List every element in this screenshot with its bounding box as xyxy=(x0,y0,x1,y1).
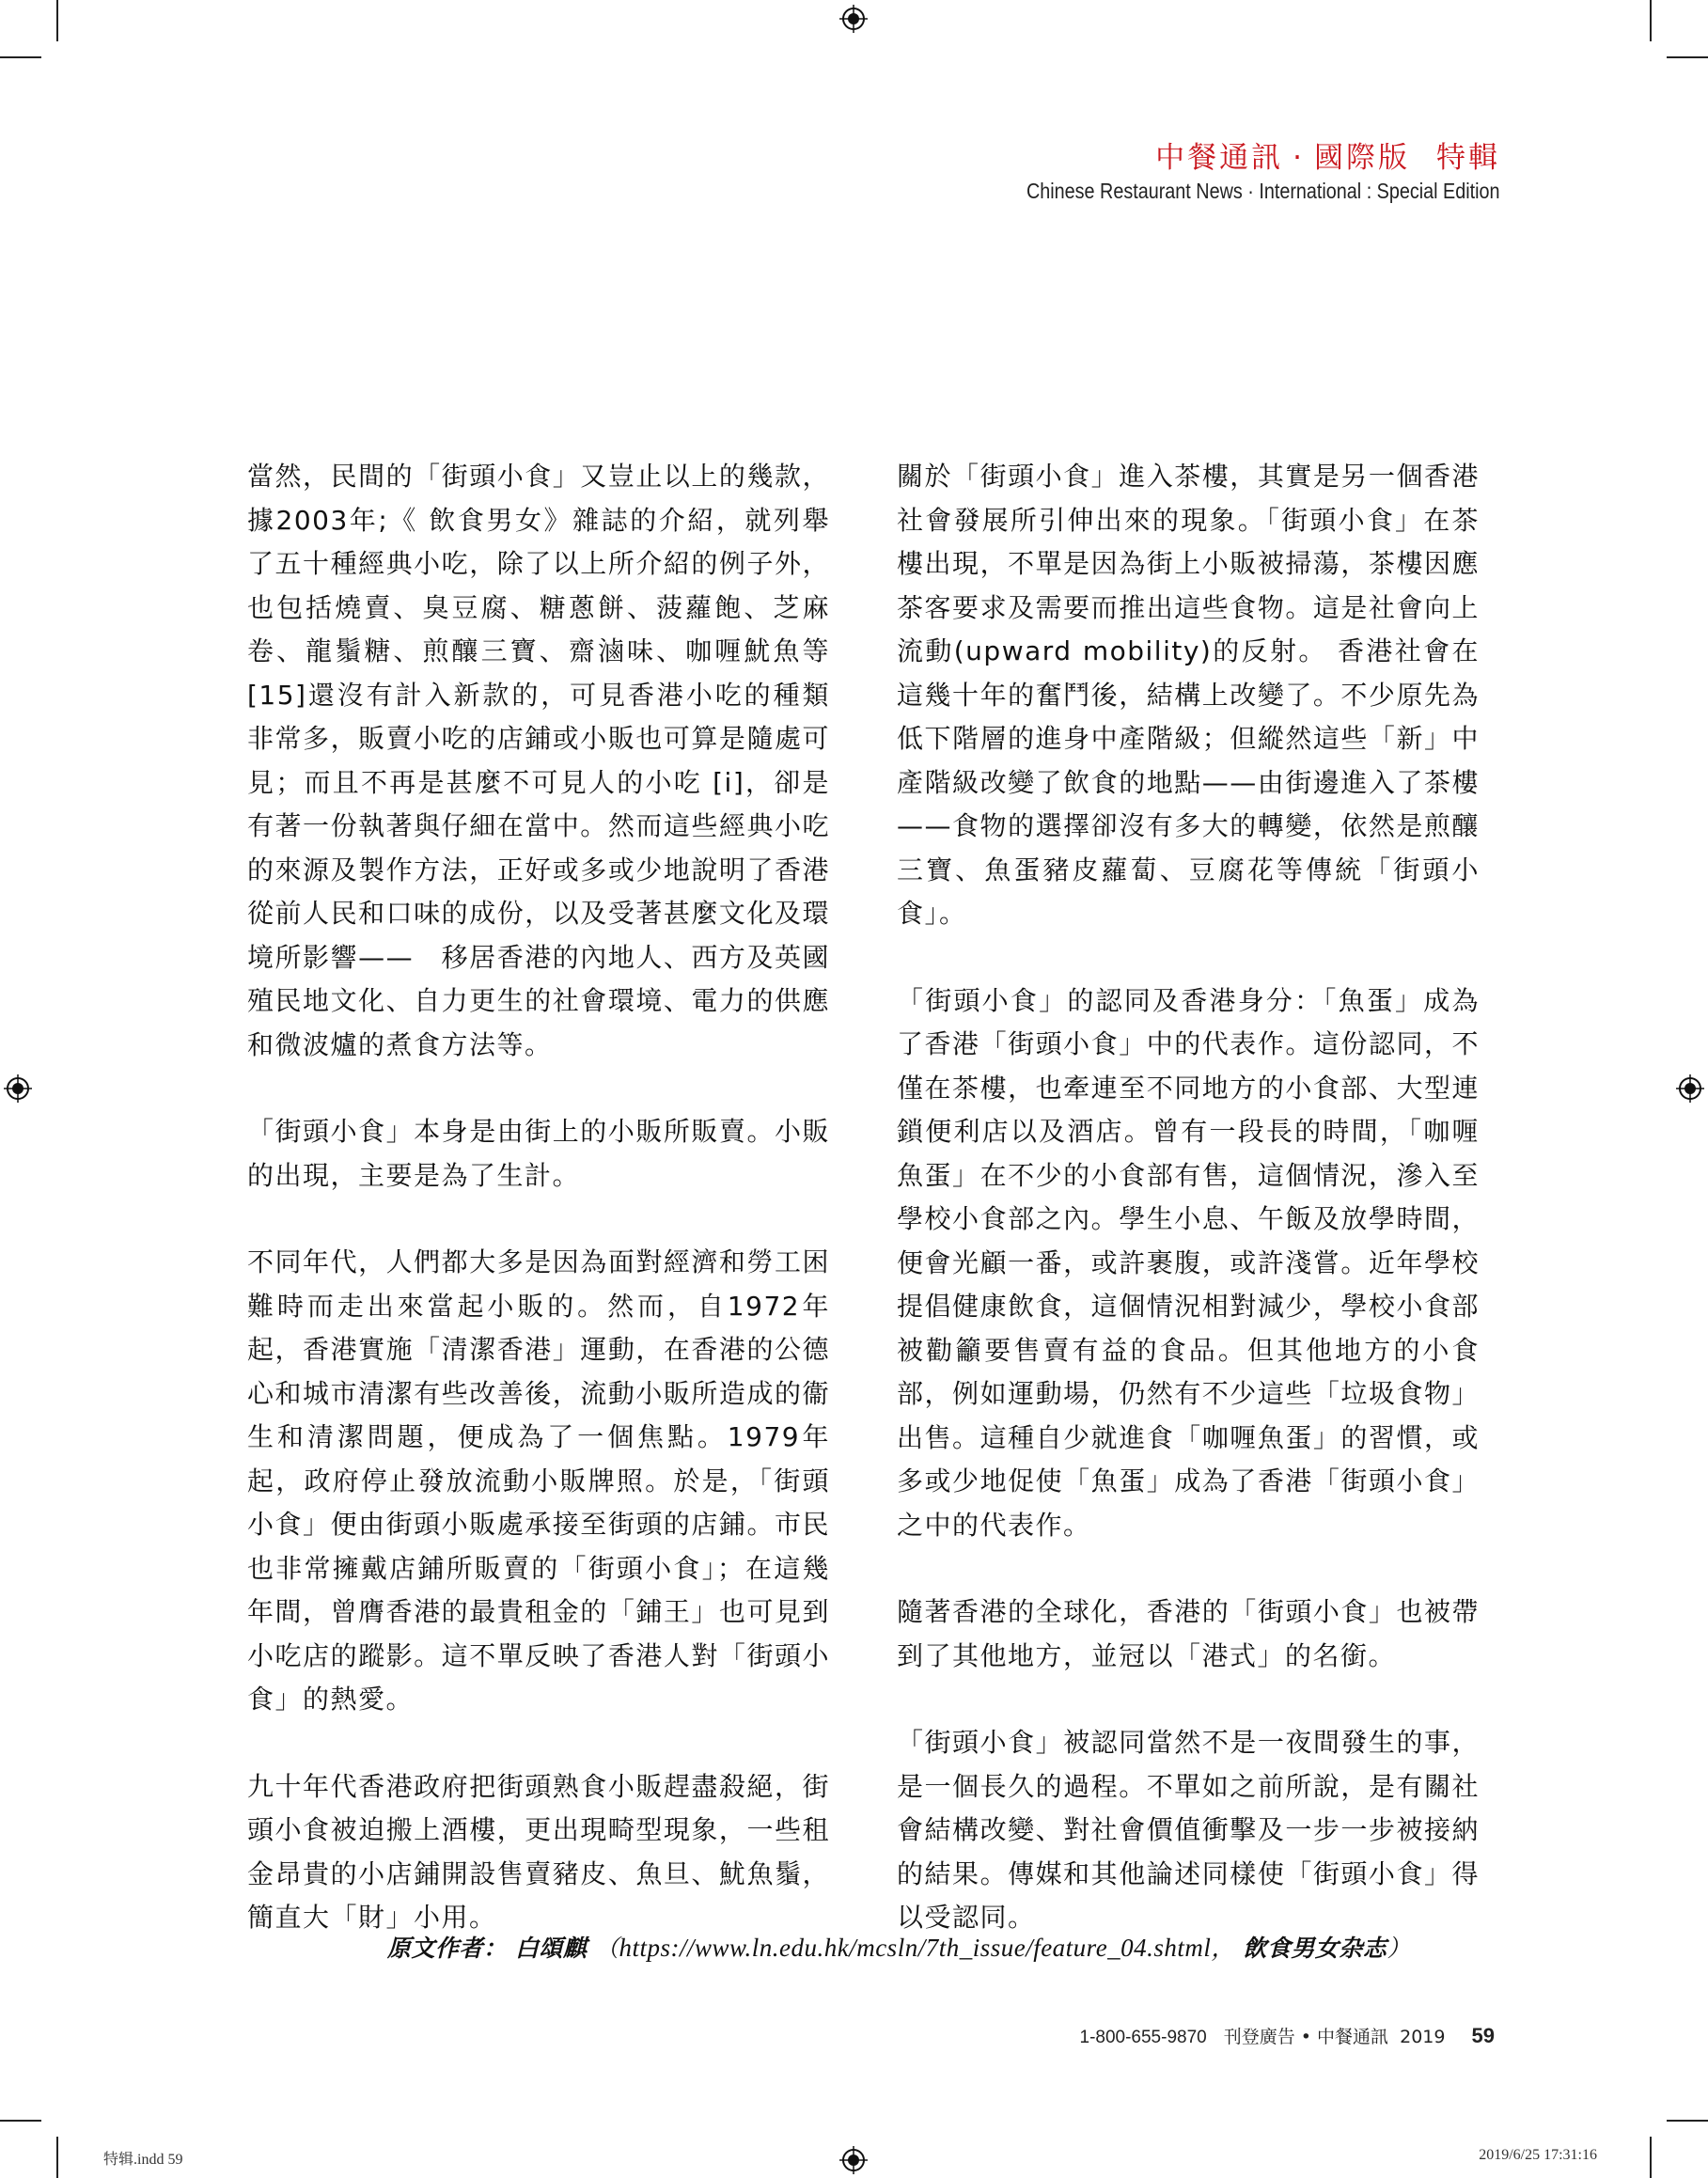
paragraph: 隨著香港的全球化，香港的「街頭小食」也被帶到了其他地方，並冠以「港式」的名銜。 xyxy=(897,1596,1480,1671)
special-edition-label: 特輯 xyxy=(1436,141,1500,175)
registration-mark-icon xyxy=(4,1074,32,1103)
source-close-paren: ） xyxy=(1387,1935,1411,1962)
right-column xyxy=(897,455,1480,1983)
source-publication: 飲食男女杂志 xyxy=(1243,1935,1387,1962)
crop-mark xyxy=(56,0,58,41)
footer-phone: 1-800-655-9870 xyxy=(1079,2028,1207,2047)
crop-mark xyxy=(1650,0,1652,41)
paragraph: 關於「街頭小食」進入茶樓，其實是另一個香港社會發展所引伸出來的現象。「街頭小食」在茶樓出現，不單是因為街上小販被掃蕩，茶樓因應茶客要求及需要而推出這些食物。這是社會向上流動(upward mobility)的反射。 香港社會在這幾十年的奮鬥後，結構上改變了。不少原先為低下階層的進身中產階級；但縱然這些「新」中產階級改變了飲食的地點——由街邊進入了茶樓——食物的選擇卻沒有多大的轉變，依然是煎釀三寶、魚蛋豬皮蘿蔔、豆腐花等傳統「街頭小食」。 xyxy=(897,461,1480,929)
registration-mark-icon xyxy=(839,5,868,33)
source-label: 原文作者： xyxy=(387,1935,508,1962)
left-column xyxy=(247,455,830,1983)
page-number: 59 xyxy=(1471,2024,1495,2047)
slug-timestamp: 2019/6/25 17:31:16 xyxy=(1479,2147,1597,2163)
footer-ad-text: 刊登廣告 • 中餐通訊 xyxy=(1223,2027,1389,2047)
paragraph: 不同年代，人們都大多是因為面對經濟和勞工困難時而走出來當起小販的。然而，自1972年起，香港實施「清潔香港」運動，在香港的公德心和城市清潔有些改善後，流動小販所造成的衞生和清潔問題，便成為了一個焦點。1979年起，政府停止發放流動小販牌照。於是，「街頭小食」便由街頭小販處承接至街頭的店鋪。市民也非常擁戴店鋪所販賣的「街頭小食」；在這幾年間，曾膺香港的最貴租金的「鋪王」也可見到小吃店的蹤影。這不單反映了香港人對「街頭小食」的熱愛。 xyxy=(247,1246,830,1715)
page-footer xyxy=(1080,2023,1496,2048)
crop-mark xyxy=(0,56,41,58)
crop-mark xyxy=(1667,56,1708,58)
crop-mark xyxy=(1650,2137,1652,2178)
paragraph: 九十年代香港政府把街頭熟食小販趕盡殺絕，街頭小食被迫搬上酒樓，更出現畸型現象，一些租金昂貴的小店鋪開設售賣豬皮、魚旦、魷魚鬚，簡直大「財」小用。 xyxy=(247,1770,830,1933)
source-comma: ， xyxy=(1211,1935,1235,1962)
registration-mark-icon xyxy=(839,2146,868,2174)
crop-mark xyxy=(0,2120,41,2122)
paragraph: 「街頭小食」被認同當然不是一夜間發生的事，是一個長久的過程。不單如之前所說，是有關社會結構改變、對社會價值衝擊及一步一步被接納的結果。傳媒和其他論述同樣使「街頭小食」得以受認同。 xyxy=(897,1727,1480,1933)
publication-name: 中餐通訊 xyxy=(1155,141,1284,175)
crop-mark xyxy=(56,2137,58,2178)
source-open-paren: （ xyxy=(594,1935,619,1962)
running-header xyxy=(949,139,1500,205)
slug-file-name: 特辑.indd 59 xyxy=(103,2152,183,2168)
registration-mark-icon xyxy=(1676,1074,1704,1103)
crop-mark xyxy=(1667,2120,1708,2122)
source-credit xyxy=(387,1930,1411,1964)
header-chinese-title xyxy=(949,139,1500,177)
edition-name: 國際版 xyxy=(1314,141,1410,175)
header-english-title: Chinese Restaurant News · International : Special Edition xyxy=(1026,179,1500,203)
paragraph: 「街頭小食」的認同及香港身分：「魚蛋」成為了香港「街頭小食」中的代表作。這份認同，不僅在茶樓，也牽連至不同地方的小食部、大型連鎖便利店以及酒店。曾有一段長的時間，「咖喱魚蛋」在不少的小食部有售，這個情況，滲入至學校小食部之內。學生小息、午飯及放學時間，便會光顧一番，或許裹腹，或許淺嘗。近年學校提倡健康飲食，這個情況相對減少，學校小食部被勸籲要售賣有益的食品。但其他地方的小食部，例如運動場，仍然有不少這些「垃圾食物」出售。這種自少就進食「咖喱魚蛋」的習慣，或多或少地促使「魚蛋」成為了香港「街頭小食」之中的代表作。 xyxy=(897,984,1480,1541)
header-separator: · xyxy=(1293,141,1305,175)
source-author: 白頌麒 xyxy=(514,1935,588,1962)
source-url-link[interactable]: https://www.ln.edu.hk/mcsln/7th_issue/feature_04.shtml xyxy=(619,1934,1212,1962)
paragraph: 當然，民間的「街頭小食」又豈止以上的幾款，據2003年;《 飲食男女》雜誌的介紹，就列舉了五十種經典小吃，除了以上所介紹的例子外，也包括燒賣、臭豆腐、糖蔥餅、菠蘿飽、芝麻卷、龍鬚糖、煎釀三寶、齋滷味、咖喱魷魚等 [15]還沒有計入新款的，可見香港小吃的種類非常多，販賣小吃的店鋪或小販也可算是隨處可見；而且不再是甚麼不可見人的小吃 [i]，卻是有著一份執著與仔細在當中。然而這些經典小吃的來源及製作方法，正好或多或少地說明了香港從前人民和口味的成份，以及受著甚麼文化及環境所影響—— 移居香港的內地人、西方及英國殖民地文化、自力更生的社會環境、電力的供應和微波爐的煮食方法等。 xyxy=(247,461,830,1060)
paragraph: 「街頭小食」本身是由街上的小販所販賣。小販的出現，主要是為了生計。 xyxy=(247,1116,830,1191)
footer-year: 2019 xyxy=(1400,2027,1446,2047)
